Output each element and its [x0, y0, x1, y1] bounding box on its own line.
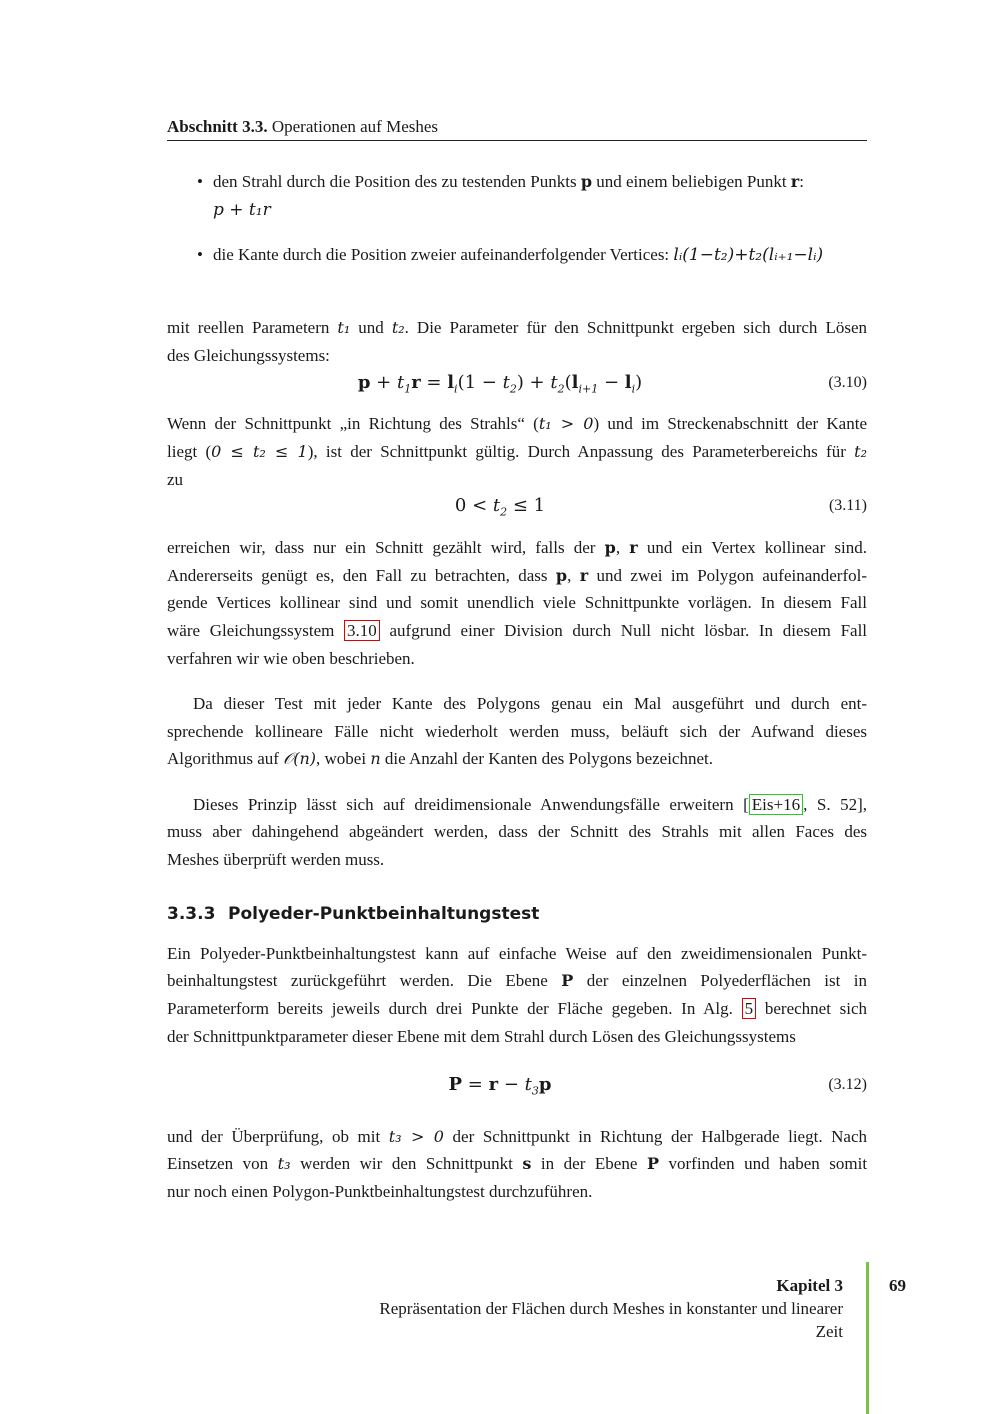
subsection-number: 3.3.3 — [167, 904, 216, 924]
text: erreichen wir, dass nur ein Schnitt gezählt wird, falls der — [167, 538, 596, 557]
body-line: gende Vertices kollinear sind und somit unendlich viele Schnittpunkte vorlägen. In diesem Fall — [167, 593, 867, 612]
math-t2: t₂ — [391, 318, 405, 337]
bullet-1-colon: : — [799, 172, 804, 191]
bullet-2-formula: lᵢ(1−t₂)+t₂(lᵢ₊₁−lᵢ) — [673, 245, 824, 265]
body-line — [167, 621, 867, 641]
text: Algorithmus auf — [167, 749, 279, 768]
text: wäre Gleichungssystem — [167, 621, 335, 640]
body-line: des Gleichungssystems: — [167, 346, 330, 365]
body-line: nur noch einen Polygon-Punktbeinhaltungstest durchzuführen. — [167, 1182, 593, 1201]
bullet-item-1 — [213, 172, 867, 192]
body-line: Da dieser Test mit jeder Kante des Polygons genau ein Mal ausgeführt und durch ent- — [193, 694, 867, 713]
math-t2: t₂ — [854, 442, 868, 461]
body-line: Meshes überprüft werden muss. — [167, 850, 385, 869]
text: , wobei — [316, 749, 367, 768]
math-condition: t₃ > 0 — [388, 1127, 444, 1146]
text: mit reellen Parametern — [167, 318, 330, 337]
text: , S. 52], — [803, 795, 867, 814]
math-t3: t₃ — [277, 1154, 291, 1173]
body-line: sprechende kollineare Fälle nicht wiederholt werden muss, beläuft sich der Aufwand dieses — [167, 722, 867, 741]
body-line — [167, 971, 867, 991]
math-t1: t₁ — [337, 318, 351, 337]
text: beinhaltungstest zurückgeführt werden. Die Ebene — [167, 971, 548, 990]
body-line: der Schnittpunktparameter dieser Ebene mit dem Strahl durch Lösen des Gleichungssystems — [167, 1027, 796, 1046]
body-line: Andererseits genügt es, den Fall zu betrachten, dass p, r und zwei im Polygon aufeinanderfol- — [167, 566, 868, 585]
body-line: muss aber dahingehend abgeändert werden, dass der Schnitt des Strahls mit allen Faces des — [167, 822, 867, 841]
text: ) und im Streckenabschnitt der Kante — [593, 414, 867, 433]
text: vorfinden und haben somit — [668, 1154, 868, 1173]
bullet-1-text-b: und einem beliebigen Punkt — [596, 172, 787, 191]
text: der Schnittpunkt in Richtung der Halbgerade liegt. Nach — [452, 1127, 868, 1146]
symbol-p: p — [580, 172, 593, 191]
equation-number: (3.12) — [828, 1076, 867, 1093]
header-section-label: Abschnitt 3.3. — [167, 117, 268, 136]
equation-ref-link[interactable]: 3.10 — [344, 620, 380, 641]
header-rule — [167, 140, 867, 141]
math-P: P — [561, 971, 574, 990]
body-line: erreichen wir, dass nur ein Schnitt gezählt wird, falls der p, r und ein Vertex kollinear sind. — [167, 538, 868, 557]
equation-3-11: $0 < t_2 \le 1$ — [454, 495, 546, 519]
body-line — [167, 414, 867, 434]
math-n: n — [370, 749, 381, 768]
page-number: 69 — [889, 1276, 906, 1295]
text: und — [358, 318, 384, 337]
equation-3-10: $p + t_1r = l_i(1 - t_2) + t_2(l_{i+1} - l_i)$ — [357, 372, 643, 396]
subsection-title: Polyeder-Punktbeinhaltungstest — [228, 904, 540, 924]
algorithm-ref-link[interactable]: 5 — [742, 998, 757, 1019]
math-P: P — [646, 1154, 659, 1173]
text: und der Überprüfung, ob mit — [167, 1127, 381, 1146]
text: Einsetzen von — [167, 1154, 269, 1173]
body-line: verfahren wir wie oben beschrieben. — [167, 649, 415, 668]
footer-title-line-2: Zeit — [815, 1322, 843, 1341]
footer-accent-bar — [866, 1262, 869, 1414]
bullet-dot: • — [197, 245, 203, 264]
text: in der Ebene — [540, 1154, 638, 1173]
footer-chapter: Kapitel 3 — [776, 1276, 843, 1295]
text: Dieses Prinzip lässt sich auf dreidimensionale Anwendungsfälle erweitern [ — [193, 795, 749, 814]
math-big-o: 𝒪(n) — [283, 749, 317, 768]
header-section-title: Operationen auf Meshes — [271, 117, 439, 136]
equation-number: (3.10) — [828, 374, 867, 391]
body-line — [167, 999, 867, 1019]
bullet-1-text-a: den Strahl durch die Position des zu testenden Punkts — [213, 172, 577, 191]
text: Wenn der Schnittpunkt „in Richtung des Strahls“ ( — [167, 414, 539, 433]
bullet-2-text: die Kante durch die Position zweier aufeinanderfolgender Vertices: — [213, 245, 670, 264]
text: Parameterform bereits jeweils durch drei Punkte der Fläche gegeben. In Alg. — [167, 999, 733, 1018]
running-header — [167, 117, 867, 137]
text: aufgrund einer Division durch Null nicht lösbar. In diesem Fall — [389, 621, 868, 640]
subsection-heading — [167, 902, 539, 926]
text: Andererseits genügt es, den Fall zu betrachten, dass — [167, 566, 548, 585]
math-s: s — [522, 1154, 532, 1173]
text: und ein Vertex kollinear sind. — [646, 538, 868, 557]
body-line — [167, 795, 867, 815]
text: der einzelnen Polyederflächen ist in — [586, 971, 868, 990]
body-line — [167, 749, 867, 769]
body-line: zu — [167, 470, 184, 489]
symbol-r: r — [790, 172, 800, 191]
bullet-dot: • — [197, 172, 203, 191]
footer-chapter-block — [243, 1274, 843, 1343]
text: die Anzahl der Kanten des Polygons bezeichnet. — [384, 749, 713, 768]
bullet-item-2 — [213, 245, 867, 265]
text: liegt ( — [167, 442, 212, 461]
equation-3-12: $P = r - t_3p$ — [448, 1074, 552, 1098]
text: . Die Parameter für den Schnittpunkt ergeben sich durch Lösen — [404, 318, 867, 337]
body-line: Ein Polyeder-Punktbeinhaltungstest kann auf einfache Weise auf den zweidimensionalen Punkt- — [167, 944, 867, 963]
text: werden wir den Schnittpunkt — [300, 1154, 513, 1173]
math-condition: t₁ > 0 — [538, 414, 594, 433]
math-condition: 0 ≤ t₂ ≤ 1 — [211, 442, 308, 461]
body-line — [167, 1154, 867, 1174]
bullet-1-formula: p + t₁r — [213, 200, 271, 220]
text: berechnet sich — [764, 999, 868, 1018]
body-line — [167, 442, 867, 462]
body-line — [167, 318, 867, 338]
citation-link[interactable]: Eis+16 — [749, 794, 803, 815]
footer-title-line-1: Repräsentation der Flächen durch Meshes in konstanter und linearer — [379, 1299, 843, 1318]
text: und zwei im Polygon aufeinanderfol- — [596, 566, 868, 585]
equation-number: (3.11) — [828, 497, 867, 514]
text: ), ist der Schnittpunkt gültig. Durch Anpassung des Parameterbereichs für — [307, 442, 846, 461]
body-line — [167, 1127, 867, 1147]
